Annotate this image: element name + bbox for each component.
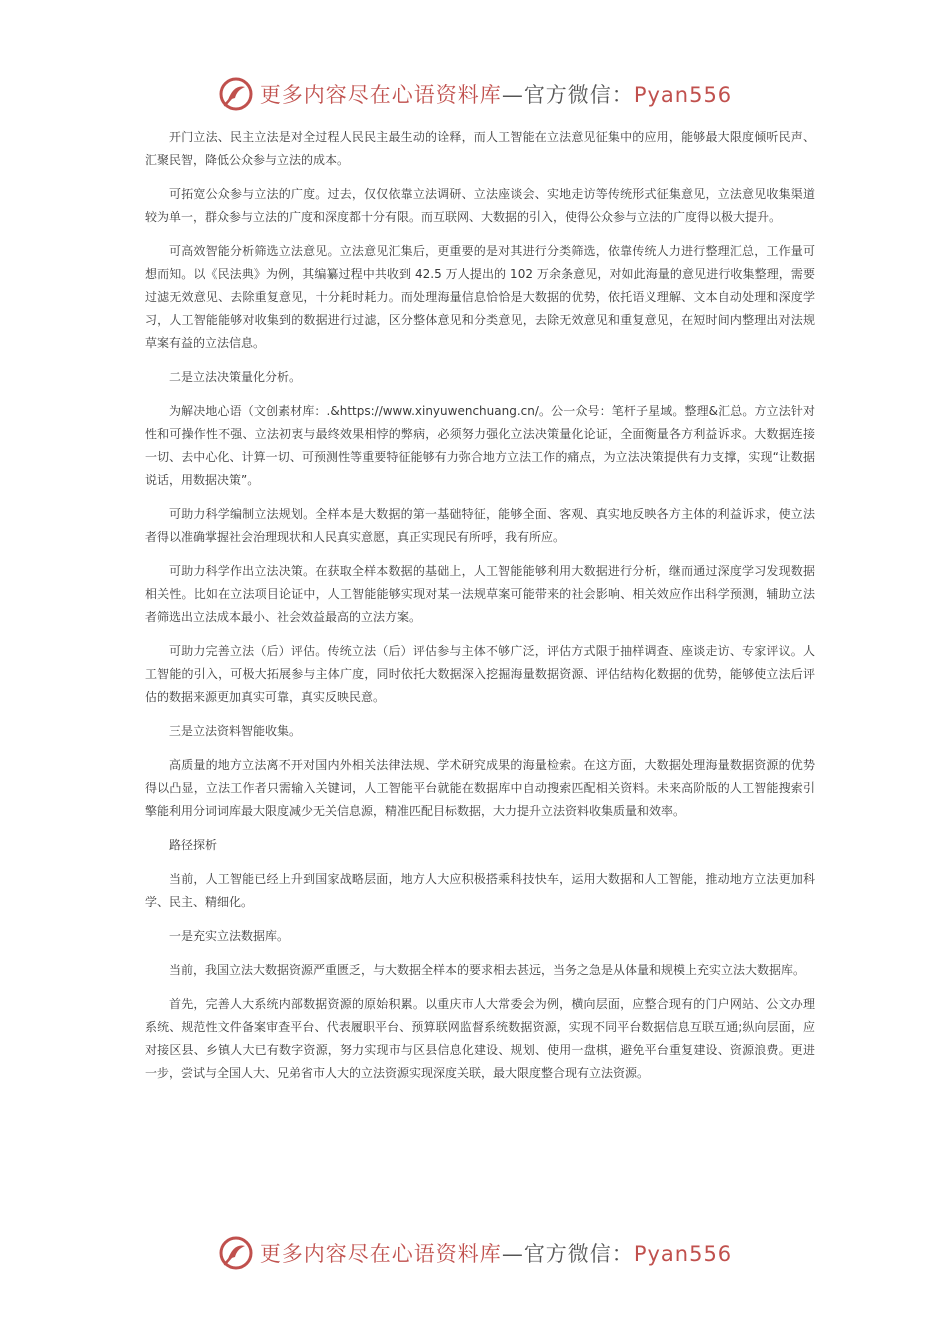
section-heading: 二是立法决策量化分析。 [169, 370, 302, 384]
footer-banner [0, 1233, 950, 1273]
banner-wechat-id: Pyan556 [633, 1242, 733, 1266]
paragraph: 可拓宽公众参与立法的广度。过去，仅仅依靠立法调研、立法座谈会、实地走访等传统形式征集意见，立法意见收集渠道较为单一，群众参与立法的广度和深度都十分有限。而互联网、大数据的引入，使得公众参与立法的广度得以极大提升。 [145, 187, 815, 224]
banner-main-text: 更多内容尽在心语资料库 [259, 83, 502, 107]
banner-separator: — [501, 83, 524, 107]
banner-wechat-id: Pyan556 [633, 83, 733, 107]
banner-label: 官方微信： [523, 1242, 634, 1266]
banner-text [260, 1238, 732, 1268]
paragraph: 首先，完善人大系统内部数据资源的原始积累。以重庆市人大常委会为例，横向层面，应整合现有的门户网站、公文办理系统、规范性文件备案审查平台、代表履职平台、预算联网监督系统数据资源，实现不同平台数据信息互联互通;纵向层面，应对接区县、乡镇人大已有数字资源，努力实现市与区县信息化建设、规划、使用一盘棋，避免平台重复建设、资源浪费。更进一步，尝试与全国人大、兄弟省市人大的立法资源实现深度关联，最大限度整合现有立法资源。 [145, 997, 815, 1080]
header-banner [0, 74, 950, 114]
banner-separator: — [501, 1242, 524, 1266]
section-heading: 一是充实立法数据库。 [169, 929, 290, 943]
banner-label: 官方微信： [523, 83, 634, 107]
paragraph: 可高效智能分析筛选立法意见。立法意见汇集后，更重要的是对其进行分类筛选，依靠传统人力进行整理汇总，工作量可想而知。以《民法典》为例，其编纂过程中共收到 42.5 万人提出的 102 万余条意见，对如此海量的意见进行收集整理，需要过滤无效意见、去除重复意见，十分耗时耗力。而处理海量信息恰恰是大数据的优势，依托语义理解、文本自动处理和深度学习，人工智能能够对收集到的数据进行过滤，区分整体意见和分类意见，去除无效意见和重复意见，在短时间内整理出对法规草案有益的立法信息。 [145, 244, 815, 350]
paragraph: 可助力完善立法（后）评估。传统立法（后）评估参与主体不够广泛，评估方式限于抽样调查、座谈走访、专家评议。人工智能的引入，可极大拓展参与主体广度，同时依托大数据深入挖掘海量数据资源、评估结构化数据的优势，能够使立法后评估的数据来源更加真实可靠，真实反映民意。 [145, 644, 815, 704]
brand-logo-icon [218, 1235, 254, 1271]
paragraph: 开门立法、民主立法是对全过程人民民主最生动的诠释，而人工智能在立法意见征集中的应用，能够最大限度倾听民声、汇聚民智，降低公众参与立法的成本。 [145, 130, 815, 167]
paragraph: 为解决地心语（文创素材库：.&https://www.xinyuwenchuang.cn/。公一众号：笔杆子星域。整理&汇总。方立法针对性和可操作性不强、立法初衷与最终效果相悖的弊病，必须努力强化立法决策量化论证，全面衡量各方利益诉求。大数据连接一切、去中心化、计算一切、可预测性等重要特征能够有力弥合地方立法工作的痛点，为立法决策提供有力支撑，实现“让数据说话，用数据决策”。 [145, 404, 815, 487]
paragraph: 高质量的地方立法离不开对国内外相关法律法规、学术研究成果的海量检索。在这方面，大数据处理海量数据资源的优势得以凸显，立法工作者只需输入关键词，人工智能平台就能在数据库中自动搜索匹配相关资料。未来高阶版的人工智能搜索引擎能利用分词词库最大限度减少无关信息源，精准匹配目标数据，大力提升立法资料收集质量和效率。 [145, 758, 815, 818]
paragraph: 可助力科学作出立法决策。在获取全样本数据的基础上，人工智能能够利用大数据进行分析，继而通过深度学习发现数据相关性。比如在立法项目论证中，人工智能能够实现对某一法规草案可能带来的社会影响、相关效应作出科学预测，辅助立法者筛选出立法成本最小、社会效益最高的立法方案。 [145, 564, 815, 624]
paragraph: 可助力科学编制立法规划。全样本是大数据的第一基础特征，能够全面、客观、真实地反映各方主体的利益诉求，使立法者得以准确掌握社会治理现状和人民真实意愿，真正实现民有所呼，我有所应。 [145, 507, 815, 544]
banner-main-text: 更多内容尽在心语资料库 [259, 1242, 502, 1266]
paragraph: 当前，人工智能已经上升到国家战略层面，地方人大应积极搭乘科技快车，运用大数据和人工智能，推动地方立法更加科学、民主、精细化。 [145, 872, 815, 909]
banner-text [260, 79, 732, 109]
section-heading: 三是立法资料智能收集。 [169, 724, 302, 738]
paragraph: 当前，我国立法大数据资源严重匮乏，与大数据全样本的要求相去甚远，当务之急是从体量和规模上充实立法大数据库。 [169, 963, 806, 977]
brand-logo-icon [218, 76, 254, 112]
section-heading: 路径探析 [169, 838, 218, 852]
article-body [145, 126, 815, 1096]
